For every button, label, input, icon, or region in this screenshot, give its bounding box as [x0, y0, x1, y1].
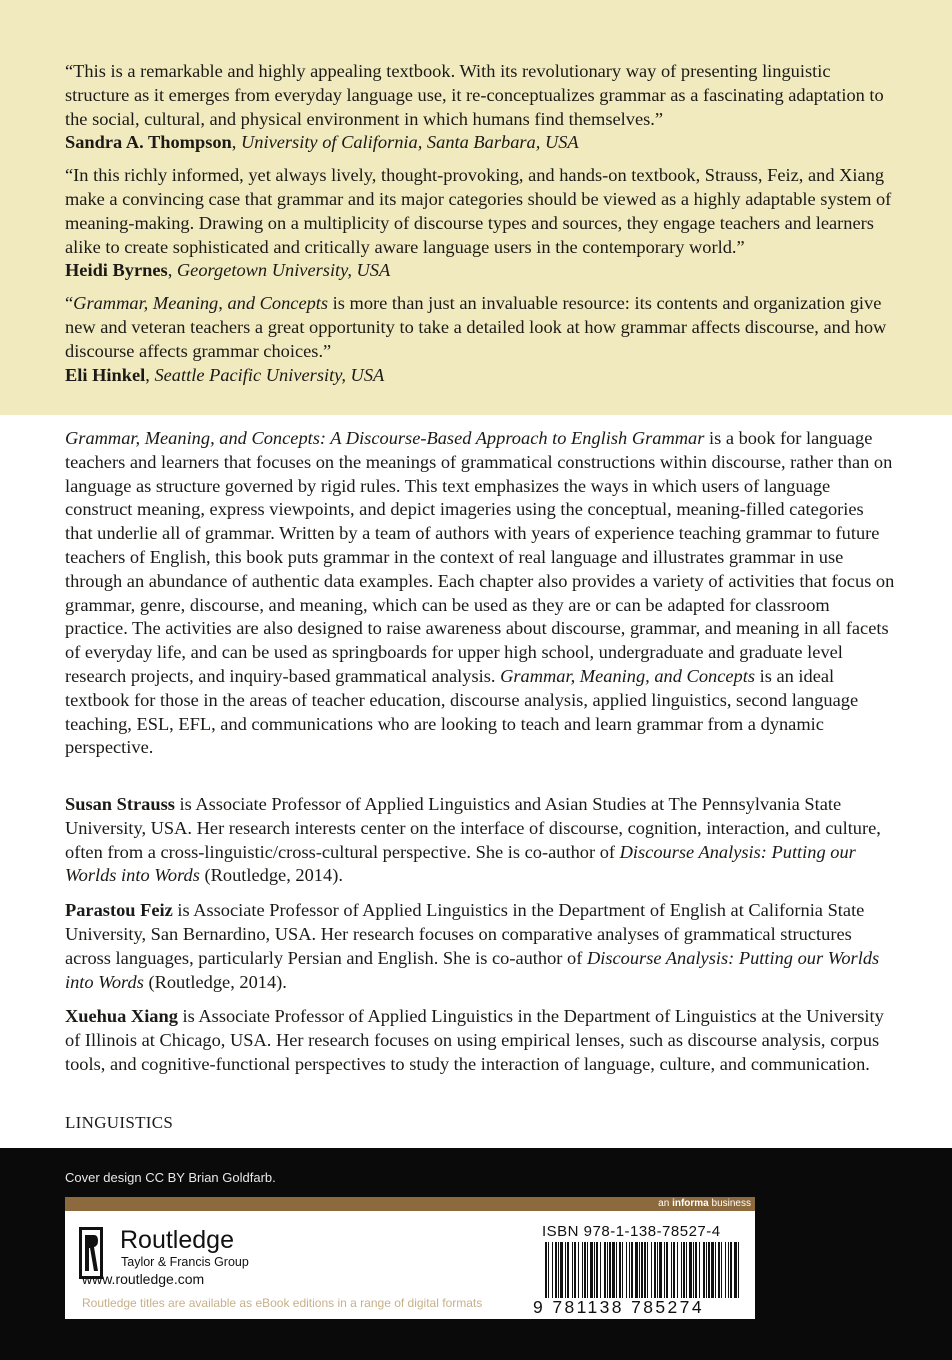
- book-description: [65, 427, 895, 760]
- endorser-name: Heidi Byrnes: [65, 260, 168, 281]
- author-name: Xuehua Xiang: [65, 1006, 178, 1027]
- author-name: Parastou Feiz: [65, 900, 173, 921]
- informa-prefix: an: [658, 1198, 673, 1209]
- endorser-affiliation: University of California, Santa Barbara, USA: [240, 132, 579, 153]
- author-bios: [65, 793, 895, 1088]
- author-bio: [65, 793, 895, 888]
- bio-text: (Routledge, 2014).: [143, 971, 287, 992]
- endorsement: [65, 164, 892, 283]
- publisher-group: Taylor & Francis Group: [121, 1255, 249, 1269]
- book-title-short: Grammar, Meaning, and Concepts: [500, 665, 755, 686]
- endorsement-quote: “In this richly informed, yet always lively, thought-provoking, and hands-on textbook, Strauss, Feiz, and Xiang make a convincing case that grammar and its major categories should be viewed as a highly adaptable system of meaning-making. Drawing on a multiplicity of discourse types and sources, they engage teachers and learners alike to create sophisticated and critically aware language users in the contemporary world.”: [65, 165, 892, 257]
- related-book-title: Discourse Analysis: Putting our Worlds into Words: [65, 841, 856, 886]
- description-text: is an ideal textbook for those in the areas of teacher education, discourse analysis, applied linguistics, second language teaching, ESL, EFL, and communications who are looking to teach and learn grammar from a dynamic perspective.: [65, 665, 859, 758]
- book-title-ref: Grammar, Meaning, and Concepts: [73, 293, 329, 314]
- endorser-affiliation: Seattle Pacific University, USA: [154, 364, 385, 385]
- quote-mark: “: [65, 293, 74, 314]
- author-bio: [65, 899, 895, 994]
- informa-tagline: [658, 1197, 751, 1211]
- barcode-digits: 9 781138 785274: [533, 1297, 704, 1317]
- subject-category: LINGUISTICS: [65, 1113, 174, 1132]
- bio-text: is Associate Professor of Applied Linguistics in the Department of Linguistics at the University of Illinois at Chicago, USA. Her research focuses on using empirical lenses, such as discourse analysis, corpus tools, and cognitive-functional perspectives to study the interaction of language, culture, and communication.: [65, 1006, 884, 1074]
- publisher-box: [65, 1211, 755, 1319]
- publisher-name: Routledge: [120, 1226, 234, 1254]
- bio-text: (Routledge, 2014).: [199, 865, 343, 886]
- barcode-icon: [545, 1242, 740, 1298]
- description-paragraph: [65, 427, 895, 760]
- endorser: Heidi Byrnes, Georgetown University, USA: [65, 260, 391, 281]
- isbn-label: ISBN 978-1-138-78527-4: [542, 1223, 721, 1240]
- bio-text: is Associate Professor of Applied Linguistics in the Department of English at California State University, San Bernardino, USA. Her research focuses on comparative analyses of grammatical structures across languages, particularly Persian and English. She is co-author of: [65, 900, 865, 968]
- bio-text: is Associate Professor of Applied Linguistics and Asian Studies at The Pennsylvania State University, USA. Her research interests center on the interface of discourse, cognition, interaction, and culture, often from a cross-linguistic/cross-cultural perspective. She is co-author of: [65, 794, 881, 862]
- endorsement: [65, 60, 892, 155]
- endorsement-quote: “This is a remarkable and highly appealing textbook. With its revolutionary way of presenting linguistic structure as it emerges from everyday language use, it re-conceptualizes grammar as a fascinating adaptation to the social, cultural, and physical environment in which humans find themselves.”: [65, 61, 884, 129]
- informa-suffix: business: [708, 1198, 751, 1209]
- praise-section: [0, 0, 952, 415]
- endorser-name: Sandra A. Thompson: [65, 132, 232, 153]
- cover-credit: Cover design CC BY Brian Goldfarb.: [65, 1170, 276, 1185]
- informa-brand: informa: [672, 1198, 709, 1209]
- endorsement-quote: [65, 292, 892, 363]
- endorser-name: Eli Hinkel: [65, 364, 146, 385]
- endorser-affiliation: Georgetown University, USA: [176, 260, 391, 281]
- description-text: is a book for language teachers and learners that focuses on the meanings of grammatical constructions within discourse, rather than on language as structure governed by rigid rules. This text emphasizes the ways in which users of language construct meaning, express viewpoints, and depict imageries using the conceptual, meaning-filled categories that underlie all of grammar. Written by a team of authors with years of experience teaching grammar to future teachers of English, this book puts grammar in the context of real language and illustrates grammar in use through an abundance of authentic data examples. Each chapter also provides a variety of activities that focus on grammar, genre, discourse, and meaning, which can be used as they are or can be adapted for classroom practice. The activities are also designed to raise awareness about discourse, grammar, and meaning in all facets of everyday life, and can be used as springboards for upper high school, undergraduate and graduate level research projects, and inquiry-based grammatical analysis.: [65, 428, 895, 686]
- author-name: Susan Strauss: [65, 794, 175, 814]
- endorsement: [65, 292, 892, 387]
- author-bio: [65, 1005, 895, 1076]
- ebook-note: Routledge titles are available as eBook editions in a range of digital formats: [82, 1296, 483, 1310]
- book-title: Grammar, Meaning, and Concepts: A Discourse-Based Approach to English Grammar: [65, 428, 705, 448]
- related-book-title: Discourse Analysis: Putting our Worlds into Words: [65, 947, 880, 992]
- informa-bar: [65, 1197, 755, 1211]
- endorser: Sandra A. Thompson, University of California, Santa Barbara, USA: [65, 132, 579, 153]
- publisher-website[interactable]: www.routledge.com: [82, 1271, 205, 1287]
- endorser: Eli Hinkel, Seattle Pacific University, USA: [65, 364, 385, 385]
- quote-text: is more than just an invaluable resource: its contents and organization give new and veteran teachers a great opportunity to take a detailed look at how grammar affects discourse, and how discourse affects grammar choices.”: [65, 293, 887, 361]
